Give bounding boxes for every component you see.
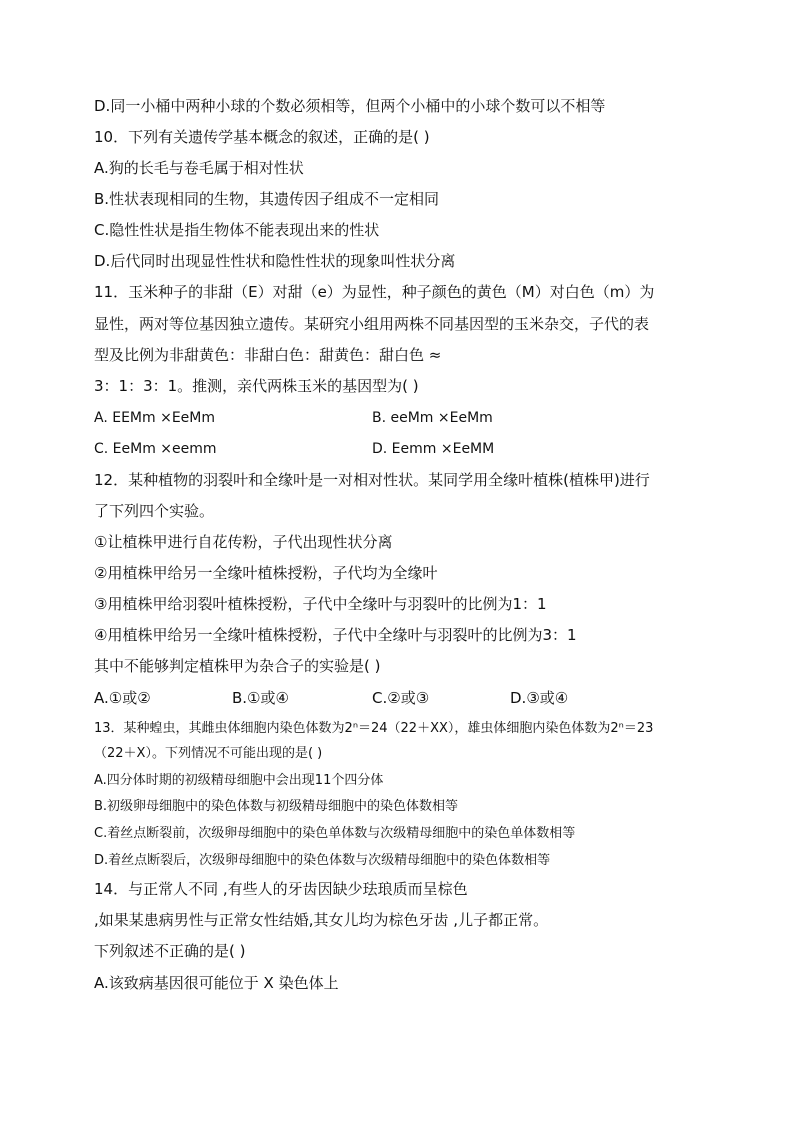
q10-option-b: B.性状表现相同的生物，其遗传因子组成不一定相同 <box>94 190 440 208</box>
q11-option-b: B. eeMm ×EeMm <box>372 410 493 426</box>
q14-option-a: A.该致病基因很可能位于 X 染色体上 <box>94 974 339 992</box>
q14-stem-line-3: 下列叙述不正确的是( ) <box>94 942 246 960</box>
q13-option-b: B.初级卵母细胞中的染色体数与初级精母细胞中的染色体数相等 <box>94 799 459 814</box>
q12-option-d: D.③或④ <box>510 689 569 707</box>
q13-option-a: A.四分体时期的初级精母细胞中会出现11个四分体 <box>94 773 384 788</box>
q12-experiment-1: ①让植株甲进行自花传粉，子代出现性状分离 <box>94 533 393 551</box>
q11-stem-line-2: 显性，两对等位基因独立遗传。某研究小组用两株不同基因型的玉米杂交，子代的表 <box>94 315 650 333</box>
q10-option-c: C.隐性性状是指生物体不能表现出来的性状 <box>94 221 380 239</box>
q11-stem-line-3: 型及比例为非甜黄色：非甜白色：甜黄色：甜白色 ≈ <box>94 346 442 364</box>
q11-option-d: D. Eemm ×EeMM <box>372 441 495 457</box>
q12-option-b: B.①或④ <box>232 689 289 707</box>
q9-option-d: D.同一小桶中两种小球的个数必须相等，但两个小桶中的小球个数可以不相等 <box>94 97 606 115</box>
q12-question: 其中不能够判定植株甲为杂合子的实验是( ) <box>94 657 381 675</box>
q11-stem-line-4: 3：1：3：1。推测，亲代两株玉米的基因型为( ) <box>94 377 419 395</box>
q10-option-a: A.狗的长毛与卷毛属于相对性状 <box>94 159 304 177</box>
q12-experiment-3: ③用植株甲给羽裂叶植株授粉，子代中全缘叶与羽裂叶的比例为1：1 <box>94 595 547 613</box>
q13-option-c: C.着丝点断裂前，次级卵母细胞中的染色单体数与次级精母细胞中的染色单体数相等 <box>94 826 576 841</box>
q11-option-a: A. EEMm ×EeMm <box>94 410 215 426</box>
q13-stem-line-1: 13．某种蝗虫，其雌虫体细胞内染色体数为2ⁿ＝24（22＋XX），雄虫体细胞内染色体数为2ⁿ＝23 <box>94 721 654 736</box>
q14-stem-line-1: 14．与正常人不同 ,有些人的牙齿因缺少珐琅质而呈棕色 <box>94 880 468 898</box>
q10-option-d: D.后代同时出现显性性状和隐性性状的现象叫性状分离 <box>94 252 456 270</box>
q13-option-d: D.着丝点断裂后，次级卵母细胞中的染色体数与次级精母细胞中的染色体数相等 <box>94 853 551 868</box>
q12-experiment-2: ②用植株甲给另一全缘叶植株授粉，子代均为全缘叶 <box>94 564 438 582</box>
q11-stem-line-1: 11．玉米种子的非甜（E）对甜（e）为显性，种子颜色的黄色（M）对白色（m）为 <box>94 283 655 301</box>
q14-stem-line-2: ,如果某患病男性与正常女性结婚,其女儿均为棕色牙齿 ,儿子都正常。 <box>94 911 549 929</box>
q12-option-a: A.①或② <box>94 689 151 707</box>
q12-option-c: C.②或③ <box>372 689 430 707</box>
q11-option-c: C. EeMm ×eemm <box>94 441 217 457</box>
q12-stem-line-1: 12．某种植物的羽裂叶和全缘叶是一对相对性状。某同学用全缘叶植株(植株甲)进行 <box>94 471 650 489</box>
q13-stem-line-2: （22＋X）。下列情况不可能出现的是( ) <box>94 746 323 761</box>
q10-stem: 10．下列有关遗传学基本概念的叙述，正确的是( ) <box>94 128 430 146</box>
q12-experiment-4: ④用植株甲给另一全缘叶植株授粉，子代中全缘叶与羽裂叶的比例为3：1 <box>94 626 577 644</box>
q12-stem-line-2: 了下列四个实验。 <box>94 502 215 520</box>
